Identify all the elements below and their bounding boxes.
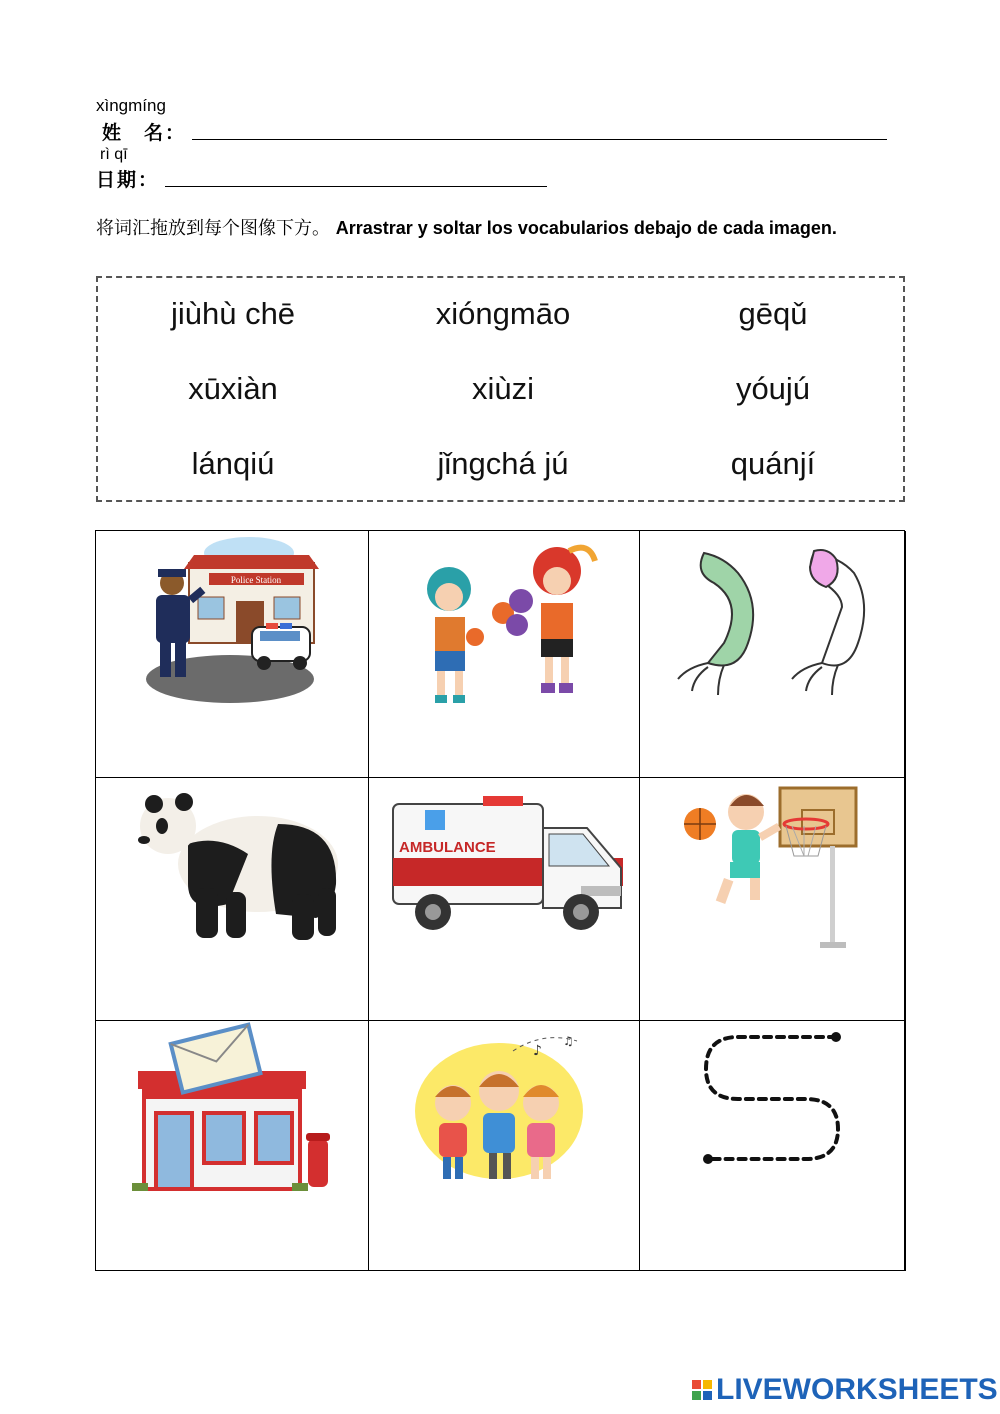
name-label: 姓 名：: [102, 122, 187, 144]
word-xuxian[interactable]: xūxiàn: [188, 371, 278, 406]
date-field[interactable]: [165, 165, 547, 187]
word-bank: [96, 276, 905, 502]
date-label: 日期：: [96, 169, 160, 191]
word-xiuzi[interactable]: xiùzi: [471, 371, 534, 406]
name-pinyin: xìngmíng: [96, 96, 166, 115]
svg-text:♪: ♪: [533, 1043, 542, 1059]
cell-sleeves[interactable]: [640, 531, 906, 778]
dotted-line-icon: [698, 1025, 878, 1205]
svg-text:AMBULANCE: AMBULANCE: [399, 839, 496, 856]
cell-post-office[interactable]: [96, 1021, 369, 1271]
word-xiongmao[interactable]: xióngmāo: [435, 296, 571, 331]
word-quanji[interactable]: quánjí: [730, 446, 816, 481]
singing-kids-icon: [413, 1031, 593, 1191]
basketball-icon: [680, 782, 880, 962]
cell-singing-kids[interactable]: [369, 1021, 640, 1271]
svg-text:Police Station: Police Station: [230, 575, 282, 585]
instruction-chinese: 将词汇拖放到每个图像下方。: [96, 218, 330, 239]
liveworksheets-logo: [692, 1372, 998, 1408]
ambulance-icon: [385, 788, 625, 948]
word-gequ[interactable]: gēqǔ: [738, 296, 808, 331]
name-field[interactable]: [192, 118, 887, 140]
word-jiuhu-che[interactable]: jiùhù chē: [170, 296, 296, 331]
sleeves-icon: [664, 545, 884, 705]
logo-text: LIVEWORKSHEETS: [716, 1373, 998, 1406]
cell-police-station[interactable]: [96, 531, 369, 778]
date-pinyin: rì qī: [100, 146, 128, 163]
word-youju[interactable]: yóujú: [735, 371, 811, 406]
post-office-icon: [130, 1021, 340, 1201]
logo-squares-icon: [692, 1380, 712, 1400]
instruction: [96, 214, 906, 243]
cell-dotted-line[interactable]: [640, 1021, 906, 1271]
cell-ambulance[interactable]: [369, 778, 640, 1021]
instruction-spanish: Arrastrar y soltar los vocabularios debajo de cada imagen.: [335, 218, 837, 238]
police-station-icon: [134, 531, 334, 711]
cell-panda[interactable]: [96, 778, 369, 1021]
panda-icon: [128, 784, 348, 954]
cell-basketball[interactable]: [640, 778, 906, 1021]
image-grid: [95, 530, 905, 1271]
svg-text:♫: ♫: [563, 1034, 574, 1048]
cell-boxing[interactable]: [369, 531, 640, 778]
word-lanqiu[interactable]: lánqiú: [191, 446, 275, 481]
boxing-kids-icon: [409, 541, 609, 711]
word-jingcha-ju[interactable]: jǐngchá jú: [437, 446, 569, 481]
